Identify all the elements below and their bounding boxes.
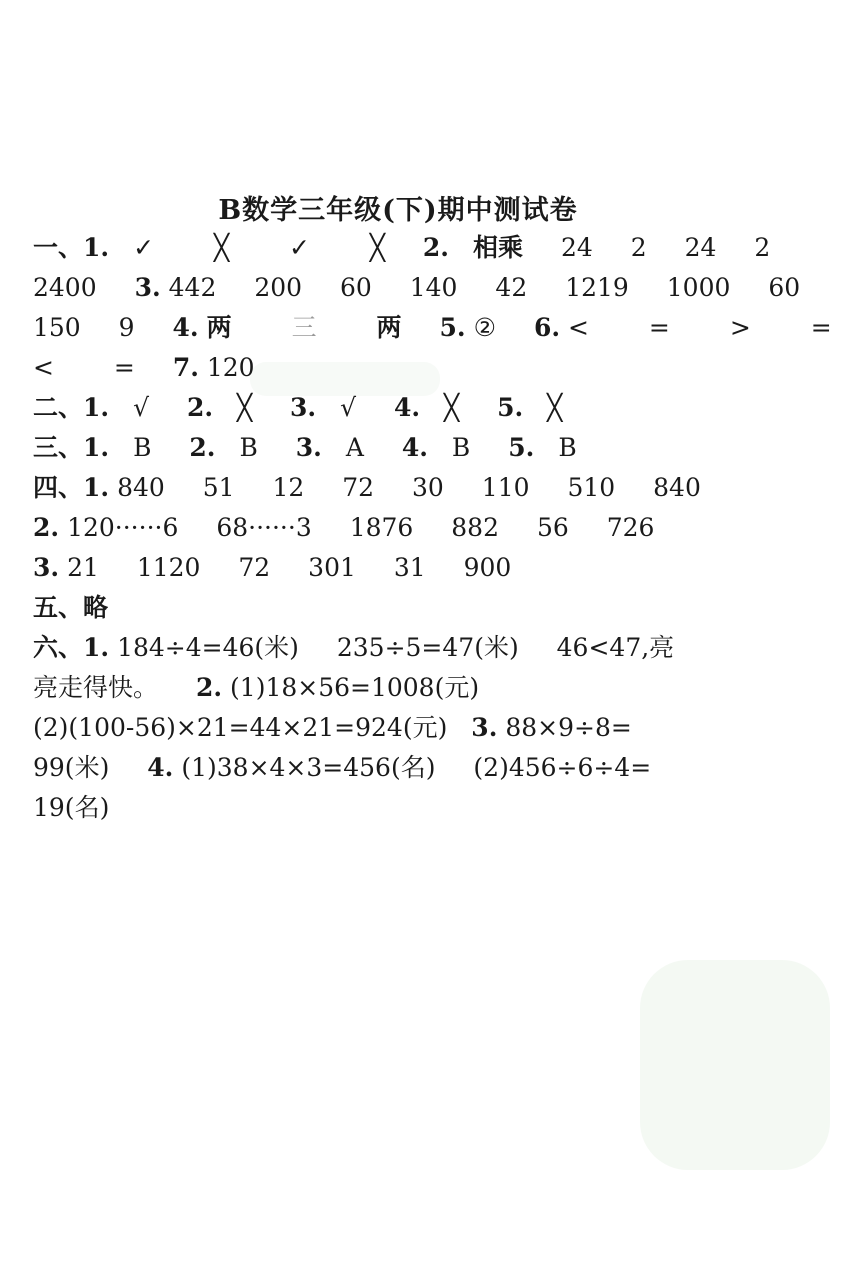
answer-line: 2. 120······6 68······3 1876 882 56 726 bbox=[33, 513, 655, 542]
answer-line: (2)(100-56)×21=44×21=924(元) 3. 88×9÷8= bbox=[33, 713, 632, 742]
answer-line: 六、1. 184÷4=46(米) 235÷5=47(米) 46<47,亮 bbox=[33, 633, 675, 662]
answer-line: 2400 3. 442 200 60 140 42 1219 1000 60 bbox=[33, 273, 801, 302]
answer-line: 二、1. √ 2. ╳ 3. √ 4. ╳ 5. ╳ bbox=[33, 393, 563, 422]
answer-line: 五、略 bbox=[33, 593, 109, 622]
watermark-smudge bbox=[640, 960, 830, 1170]
answer-line: 四、1. 840 51 12 72 30 110 510 840 bbox=[33, 473, 701, 502]
answer-line: 3. 21 1120 72 301 31 900 bbox=[33, 553, 512, 582]
answer-line: 99(米) 4. (1)38×4×3=456(名) (2)456÷6÷4= bbox=[33, 753, 652, 782]
answer-line: < = 7. 120 bbox=[33, 353, 255, 382]
page-title: B数学三年级(下)期中测试卷 bbox=[218, 195, 578, 226]
watermark-smudge bbox=[250, 362, 440, 396]
answer-line: 150 9 4. 两 三 两 5. ② 6. < = > = bbox=[33, 313, 832, 342]
answer-line: 19(名) bbox=[33, 793, 110, 822]
answer-line: 亮走得快。 2. (1)18×56=1008(元) bbox=[33, 673, 480, 702]
answer-line: 一、1. ✓ ╳ ✓ ╳ 2. 相乘 24 2 24 2 bbox=[33, 233, 771, 262]
answer-line: 三、1. B 2. B 3. A 4. B 5. B bbox=[33, 433, 577, 462]
